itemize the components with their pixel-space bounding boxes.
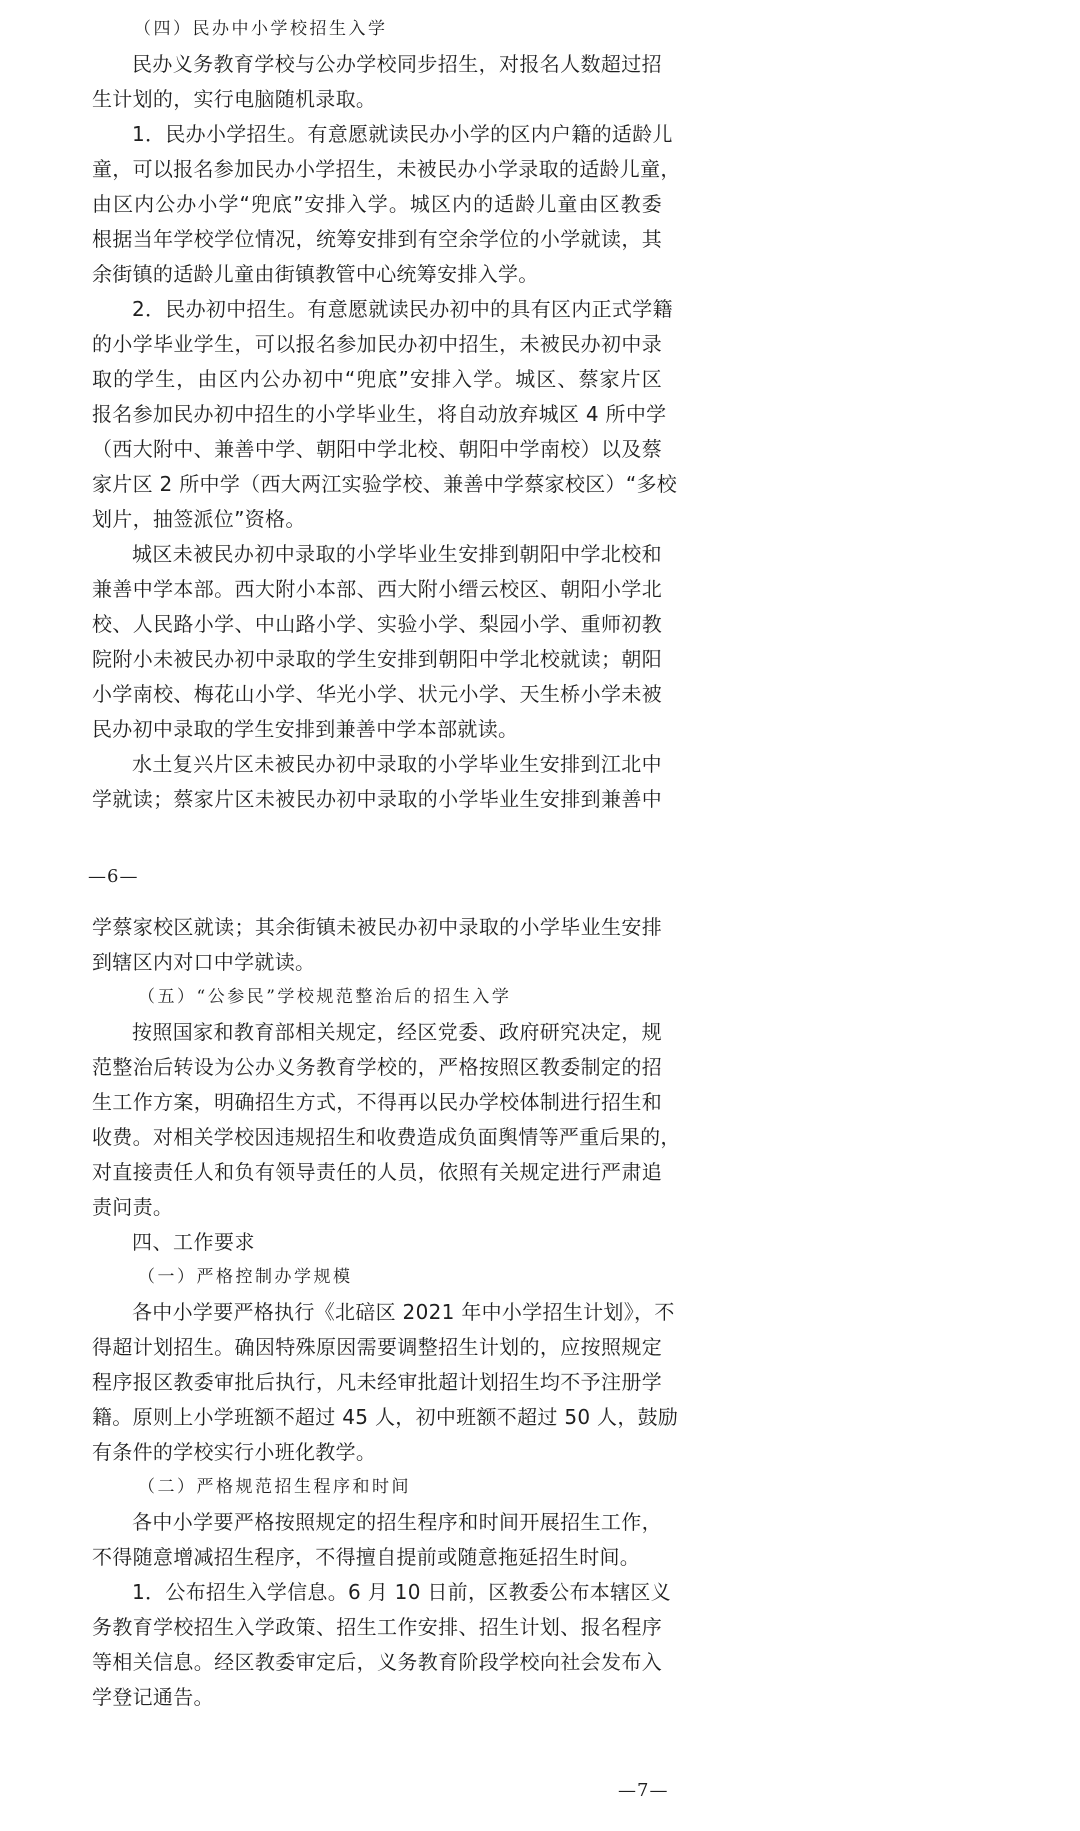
text-line: 余街镇的适龄儿童由街镇教管中心统筹安排入学。 — [92, 262, 539, 286]
text-line: 学蔡家校区就读；其余街镇未被民办初中录取的小学毕业生安排 — [92, 915, 662, 939]
subheading-control-scale: （一）严格控制办学规模 — [138, 1267, 353, 1287]
text-line: 务教育学校招生入学政策、招生工作安排、招生计划、报名程序 — [92, 1615, 662, 1639]
text-line: 有条件的学校实行小班化教学。 — [92, 1440, 377, 1464]
paragraph-district-placement — [92, 747, 662, 817]
text-line: 学登记通告。 — [92, 1685, 214, 1709]
text-line: 小学南校、梅花山小学、华光小学、状元小学、天生桥小学未被 — [92, 682, 662, 706]
text-line: 1．民办小学招生。有意愿就读民办小学的区内户籍的适龄儿 — [132, 122, 673, 146]
paragraph-city-placement — [92, 537, 662, 747]
document-page-6 — [92, 12, 681, 817]
paragraph-private-primary — [92, 117, 681, 292]
text-line: 范整治后转设为公办义务教育学校的，严格按照区教委制定的招 — [92, 1055, 662, 1079]
page-number-7: —7— — [618, 1780, 669, 1801]
text-line: 得超计划招生。确因特殊原因需要调整招生计划的，应按照规定 — [92, 1335, 662, 1359]
text-line: 校、人民路小学、中山路小学、实验小学、梨园小学、重师初教 — [92, 612, 662, 636]
paragraph-rectification — [92, 1015, 681, 1225]
text-line: 各中小学要严格执行《北碚区 2021 年中小学招生计划》，不 — [132, 1300, 675, 1324]
text-line: 按照国家和教育部相关规定，经区党委、政府研究决定，规 — [132, 1020, 662, 1044]
subheading-private-school-enrollment: （四）民办中小学校招生入学 — [134, 19, 388, 39]
text-line: 收费。对相关学校因违规招生和收费造成负面舆情等严重后果的， — [92, 1125, 681, 1149]
text-line: 的小学毕业学生，可以报名参加民办初中招生，未被民办初中录 — [92, 332, 662, 356]
text-line: （西大附中、兼善中学、朝阳中学北校、朝阳中学南校）以及蔡 — [92, 437, 662, 461]
text-line: 籍。原则上小学班额不超过 45 人，初中班额不超过 50 人，鼓励 — [92, 1405, 679, 1429]
section-heading-work-requirements: 四、工作要求 — [132, 1230, 255, 1254]
text-line: 取的学生，由区内公办初中“兜底”安排入学。城区、蔡家片区 — [92, 367, 662, 391]
text-line: 根据当年学校学位情况，统筹安排到有空余学位的小学就读，其 — [92, 227, 662, 251]
text-line: 生计划的，实行电脑随机录取。 — [92, 87, 377, 111]
text-line: 到辖区内对口中学就读。 — [92, 950, 316, 974]
subheading-public-participation-schools: （五）“公参民”学校规范整治后的招生入学 — [138, 987, 512, 1007]
text-line: 划片，抽签派位”资格。 — [92, 507, 306, 531]
text-line: 民办初中录取的学生安排到兼善中学本部就读。 — [92, 717, 519, 741]
paragraph-private-sync-enrollment — [92, 47, 662, 117]
text-line: 民办义务教育学校与公办学校同步招生，对报名人数超过招 — [132, 52, 662, 76]
text-line: 由区内公办小学“兜底”安排入学。城区内的适龄儿童由区教委 — [92, 192, 662, 216]
paragraph-private-middle — [92, 292, 678, 537]
text-line: 2．民办初中招生。有意愿就读民办初中的具有区内正式学籍 — [132, 297, 673, 321]
text-line: 等相关信息。经区教委审定后，义务教育阶段学校向社会发布入 — [92, 1650, 662, 1674]
text-line: 责问责。 — [92, 1195, 174, 1219]
text-line: 水土复兴片区未被民办初中录取的小学毕业生安排到江北中 — [132, 752, 662, 776]
document-page-7 — [92, 910, 681, 1715]
text-line: 对直接责任人和负有领导责任的人员，依照有关规定进行严肃追 — [92, 1160, 662, 1184]
text-line: 不得随意增减招生程序，不得擅自提前或随意拖延招生时间。 — [92, 1545, 641, 1569]
text-line: 各中小学要严格按照规定的招生程序和时间开展招生工作， — [132, 1510, 662, 1534]
text-line: 程序报区教委审批后执行，凡未经审批超计划招生均不予注册学 — [92, 1370, 662, 1394]
text-line: 学就读；蔡家片区未被民办初中录取的小学毕业生安排到兼善中 — [92, 787, 662, 811]
paragraph-procedure — [92, 1505, 662, 1575]
text-line: 兼善中学本部。西大附小本部、西大附小缙云校区、朝阳小学北 — [92, 577, 662, 601]
text-line: 家片区 2 所中学（西大两江实验学校、兼善中学蔡家校区）“多校 — [92, 472, 678, 496]
text-line: 生工作方案，明确招生方式，不得再以民办学校体制进行招生和 — [92, 1090, 662, 1114]
text-line: 报名参加民办初中招生的小学毕业生，将自动放弃城区 4 所中学 — [92, 402, 667, 426]
text-line: 童，可以报名参加民办小学招生，未被民办小学录取的适龄儿童， — [92, 157, 681, 181]
paragraph-enrollment-plan — [92, 1295, 679, 1470]
paragraph-continued — [92, 910, 662, 980]
text-line: 城区未被民办初中录取的小学毕业生安排到朝阳中学北校和 — [132, 542, 662, 566]
text-line: 1．公布招生入学信息。6 月 10 日前，区教委公布本辖区义 — [132, 1580, 671, 1604]
paragraph-publish-info — [92, 1575, 671, 1715]
page-number-6: —6— — [88, 866, 139, 887]
text-line: 院附小未被民办初中录取的学生安排到朝阳中学北校就读；朝阳 — [92, 647, 662, 671]
subheading-regulate-procedure: （二）严格规范招生程序和时间 — [138, 1477, 411, 1497]
